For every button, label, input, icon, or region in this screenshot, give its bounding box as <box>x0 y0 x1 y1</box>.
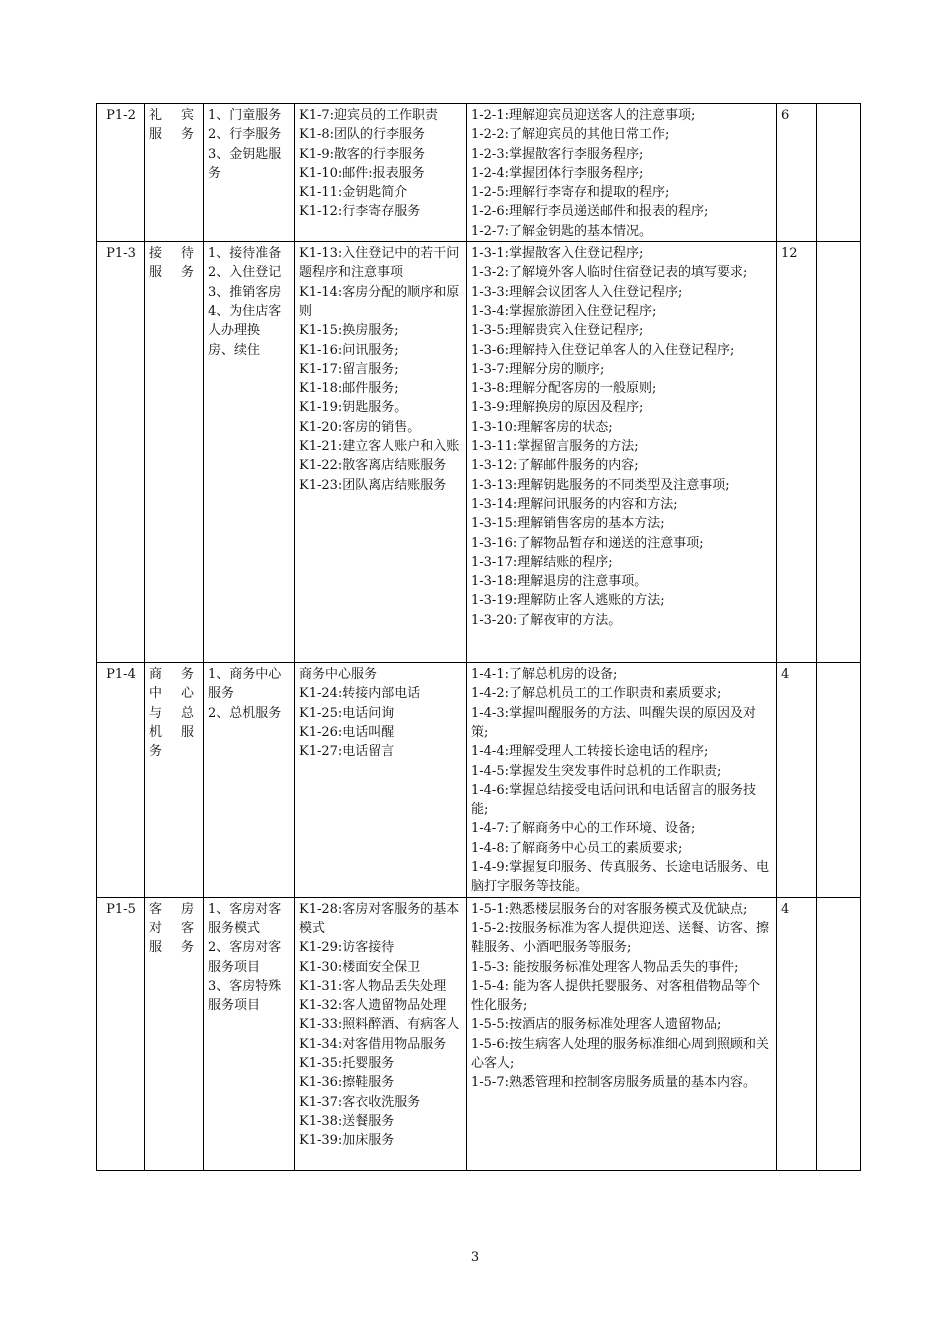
knowledge-point: K1-7:迎宾员的工作职责 <box>299 108 439 123</box>
teaching-item-line: 服务 <box>208 686 235 702</box>
requirements-cell <box>467 897 777 1170</box>
requirement-item: 1-4-6:掌握总结接受电话问讯和电话留言的服务技能; <box>471 782 756 818</box>
requirement-item: 1-5-1:熟悉楼层服务台的对客服务模式及优缺点; <box>471 901 748 917</box>
teaching-items-cell <box>204 242 295 663</box>
knowledge-points-cell <box>295 104 467 242</box>
table-row <box>97 242 861 663</box>
knowledge-point: K1-39:加床服务 <box>299 1133 395 1149</box>
requirement-item: 1-3-10:理解客房的状态; <box>471 419 613 435</box>
requirement-item: 1-3-9:理解换房的原因及程序; <box>471 400 644 416</box>
requirement-item: 1-3-8:理解分配客房的一般原则; <box>471 381 657 397</box>
hours-cell <box>777 242 817 663</box>
module-code-cell <box>97 897 145 1170</box>
requirement-item: 1-4-4:理解受理人工转接长途电话的程序; <box>471 744 709 760</box>
requirement-item: 1-2-5:理解行李寄存和提取的程序; <box>471 185 670 201</box>
requirement-item: 1-4-2:了解总机员工的工作职责和素质要求; <box>471 686 722 702</box>
knowledge-point: K1-19:钥匙服务。 <box>299 400 408 416</box>
note-cell <box>817 663 861 898</box>
requirement-item: 1-5-2:按服务标准为客人提供迎送、送餐、访客、擦鞋服务、小酒吧服务等服务; <box>471 920 769 956</box>
knowledge-point: K1-28:客房对客服务的基本模式 <box>299 901 460 936</box>
requirement-item: 1-3-7:理解分房的顺序; <box>471 361 605 377</box>
teaching-item-line: 1、商务中心 <box>208 667 282 683</box>
teaching-item-line: 3、金钥匙服 <box>208 146 282 162</box>
knowledge-point: K1-15:换房服务; <box>299 323 399 339</box>
requirement-item: 1-3-1:掌握散客入住登记程序; <box>471 246 644 262</box>
requirement-item: 1-2-3:掌握散客行李服务程序; <box>471 146 644 162</box>
requirement-item: 1-4-7:了解商务中心的工作环境、设备; <box>471 821 696 837</box>
requirement-item: 1-5-6:按生病客人处理的服务标准细心周到照顾和关心客人; <box>471 1036 769 1072</box>
module-name-line: 与 总 <box>149 705 194 721</box>
table-row <box>97 104 861 242</box>
requirement-item: 1-2-1:理解迎宾员迎送客人的注意事项; <box>471 108 696 123</box>
requirement-item: 1-3-6:理解持入住登记单客人的入住登记程序; <box>471 342 735 358</box>
module-code: P1-2 <box>106 108 136 123</box>
module-name-cell <box>145 897 204 1170</box>
knowledge-point: K1-25:电话问询 <box>299 705 395 721</box>
knowledge-point: K1-13:入住登记中的若干问题程序和注意事项 <box>299 246 460 281</box>
knowledge-point: K1-30:楼面安全保卫 <box>299 959 421 975</box>
knowledge-point: K1-34:对客借用物品服务 <box>299 1036 447 1052</box>
requirement-item: 1-2-6:理解行李员递送邮件和报表的程序; <box>471 204 709 220</box>
requirement-item: 1-3-2:了解境外客人临时住宿登记表的填写要求; <box>471 265 748 281</box>
knowledge-point: K1-31:客人物品丢失处理 <box>299 978 447 994</box>
teaching-item-line: 1、门童服务 <box>208 108 282 123</box>
table-body <box>97 104 861 1171</box>
module-code: P1-5 <box>106 901 136 917</box>
module-name-cell <box>145 242 204 663</box>
requirement-item: 1-3-18:理解退房的注意事项。 <box>471 574 648 590</box>
knowledge-point: K1-32:客人遗留物品处理 <box>299 998 447 1014</box>
hours-value: 4 <box>781 667 790 683</box>
requirement-item: 1-3-5:理解贵宾入住登记程序; <box>471 323 644 339</box>
note-cell <box>817 897 861 1170</box>
module-code-cell <box>97 104 145 242</box>
requirements-cell <box>467 663 777 898</box>
requirement-item: 1-3-11:掌握留言服务的方法; <box>471 439 639 455</box>
requirement-item: 1-4-1:了解总机房的设备; <box>471 667 618 683</box>
module-name-line: 对 客 <box>149 920 194 936</box>
teaching-items-cell <box>204 897 295 1170</box>
knowledge-points-cell <box>295 242 467 663</box>
module-name-line: 服务 <box>149 940 194 956</box>
module-name-line: 务 <box>149 744 163 760</box>
teaching-item-line: 3、客房特殊 <box>208 978 282 994</box>
table-row <box>97 897 861 1170</box>
requirement-item: 1-4-5:掌握发生突发事件时总机的工作职责; <box>471 763 722 779</box>
page-number: 3 <box>470 1250 480 1265</box>
table-row <box>97 663 861 898</box>
knowledge-point: K1-20:客房的销售。 <box>299 419 421 435</box>
requirement-item: 1-3-13:理解钥匙服务的不同类型及注意事项; <box>471 477 730 493</box>
requirement-item: 1-4-9:掌握复印服务、传真服务、长途电话服务、电脑打字服务等技能。 <box>471 860 769 895</box>
requirements-cell <box>467 104 777 242</box>
requirement-item: 1-3-15:理解销售客房的基本方法; <box>471 516 665 532</box>
teaching-item-line: 服务项目 <box>208 998 261 1014</box>
teaching-item-line: 1、接待准备 <box>208 246 282 262</box>
module-name-cell <box>145 104 204 242</box>
knowledge-point: K1-21:建立客人账户和入账 <box>299 439 460 455</box>
hours-value: 6 <box>781 108 790 123</box>
requirement-item: 1-2-4:掌握团体行李服务程序; <box>471 165 644 181</box>
teaching-item-line: 1、客房对客 <box>208 901 282 917</box>
note-cell <box>817 242 861 663</box>
knowledge-point: K1-38:送餐服务 <box>299 1113 395 1129</box>
requirement-item: 1-5-7:熟悉管理和控制客房服务质量的基本内容。 <box>471 1075 756 1091</box>
hours-value: 12 <box>781 246 798 262</box>
knowledge-point: K1-16:问讯服务; <box>299 342 399 358</box>
note-cell <box>817 104 861 242</box>
requirement-item: 1-3-14:理解问讯服务的内容和方法; <box>471 496 678 512</box>
hours-value: 4 <box>781 901 790 917</box>
knowledge-point: 商务中心服务 <box>299 667 378 683</box>
knowledge-point: K1-24:转接内部电话 <box>299 686 421 702</box>
module-name-line: 中 心 <box>149 686 194 702</box>
requirement-item: 1-3-3:理解会议团客人入住登记程序; <box>471 284 683 300</box>
module-name-line: 接 待 <box>149 246 194 262</box>
teaching-item-line: 服务项目 <box>208 959 261 975</box>
module-code: P1-4 <box>106 667 136 683</box>
knowledge-point: K1-11:金钥匙简介 <box>299 185 408 201</box>
module-code: P1-3 <box>106 246 136 262</box>
knowledge-point: K1-27:电话留言 <box>299 744 395 760</box>
module-name-cell <box>145 663 204 898</box>
teaching-item-line: 务 <box>208 165 222 181</box>
hours-cell <box>777 663 817 898</box>
module-name-line: 机 服 <box>149 724 194 740</box>
requirement-item: 1-3-12:了解邮件服务的内容; <box>471 458 639 474</box>
requirement-item: 1-3-17:理解结账的程序; <box>471 554 613 570</box>
knowledge-point: K1-22:散客离店结账服务 <box>299 458 447 474</box>
knowledge-point: K1-37:客衣收洗服务 <box>299 1094 421 1110</box>
teaching-item-line: 2、总机服务 <box>208 705 282 721</box>
teaching-item-line: 2、客房对客 <box>208 940 282 956</box>
knowledge-point: K1-29:访客接待 <box>299 940 395 956</box>
requirements-cell <box>467 242 777 663</box>
requirement-item: 1-5-4: 能为客人提供托婴服务、对客租借物品等个性化服务; <box>471 978 761 1014</box>
knowledge-point: K1-12:行李寄存服务 <box>299 204 421 220</box>
knowledge-point: K1-26:电话叫醒 <box>299 724 395 740</box>
knowledge-point: K1-14:客房分配的顺序和原则 <box>299 284 460 319</box>
teaching-item-line: 房、续住 <box>208 342 261 358</box>
knowledge-points-cell <box>295 663 467 898</box>
teaching-items-cell <box>204 104 295 242</box>
teaching-item-line: 2、行李服务 <box>208 127 282 143</box>
module-name-line: 客 房 <box>149 901 194 917</box>
requirement-item: 1-4-8:了解商务中心员工的素质要求; <box>471 840 683 856</box>
requirement-item: 1-2-2:了解迎宾员的其他日常工作; <box>471 127 670 143</box>
knowledge-points-cell <box>295 897 467 1170</box>
module-name-line: 服务 <box>149 127 194 143</box>
requirement-item: 1-4-3:掌握叫醒服务的方法、叫醒失误的原因及对策; <box>471 705 756 740</box>
knowledge-point: K1-23:团队离店结账服务 <box>299 477 447 493</box>
teaching-item-line: 人办理换 <box>208 323 261 339</box>
knowledge-point: K1-8:团队的行李服务 <box>299 127 426 143</box>
requirement-item: 1-3-20:了解夜审的方法。 <box>471 612 622 628</box>
teaching-item-line: 3、推销客房 <box>208 284 282 300</box>
knowledge-point: K1-33:照料醉酒、有病客人 <box>299 1017 460 1033</box>
hours-cell <box>777 104 817 242</box>
teaching-item-line: 2、入住登记 <box>208 265 282 281</box>
knowledge-point: K1-36:擦鞋服务 <box>299 1075 395 1091</box>
knowledge-point: K1-18:邮件服务; <box>299 381 399 397</box>
teaching-item-line: 服务模式 <box>208 920 261 936</box>
module-code-cell <box>97 242 145 663</box>
knowledge-point: K1-35:托婴服务 <box>299 1056 395 1072</box>
teaching-item-line: 4、为住店客 <box>208 303 282 319</box>
requirement-item: 1-2-7:了解金钥匙的基本情况。 <box>471 223 652 239</box>
module-name-line: 商 务 <box>149 667 194 683</box>
requirement-item: 1-3-16:了解物品暂存和递送的注意事项; <box>471 535 704 551</box>
requirement-item: 1-5-3: 能按服务标准处理客人物品丢失的事件; <box>471 959 739 975</box>
knowledge-point: K1-17:留言服务; <box>299 361 399 377</box>
requirement-item: 1-5-5:按酒店的服务标准处理客人遗留物品; <box>471 1017 722 1033</box>
requirement-item: 1-3-19:理解防止客人逃账的方法; <box>471 593 665 609</box>
knowledge-point: K1-10:邮件:报表服务 <box>299 165 425 181</box>
knowledge-point: K1-9:散客的行李服务 <box>299 146 426 162</box>
module-code-cell <box>97 663 145 898</box>
module-name-line: 服务 <box>149 265 194 281</box>
requirement-item: 1-3-4:掌握旅游团入住登记程序; <box>471 303 657 319</box>
curriculum-table <box>96 103 861 1171</box>
hours-cell <box>777 897 817 1170</box>
module-name-line: 礼 宾 <box>149 108 194 123</box>
teaching-items-cell <box>204 663 295 898</box>
